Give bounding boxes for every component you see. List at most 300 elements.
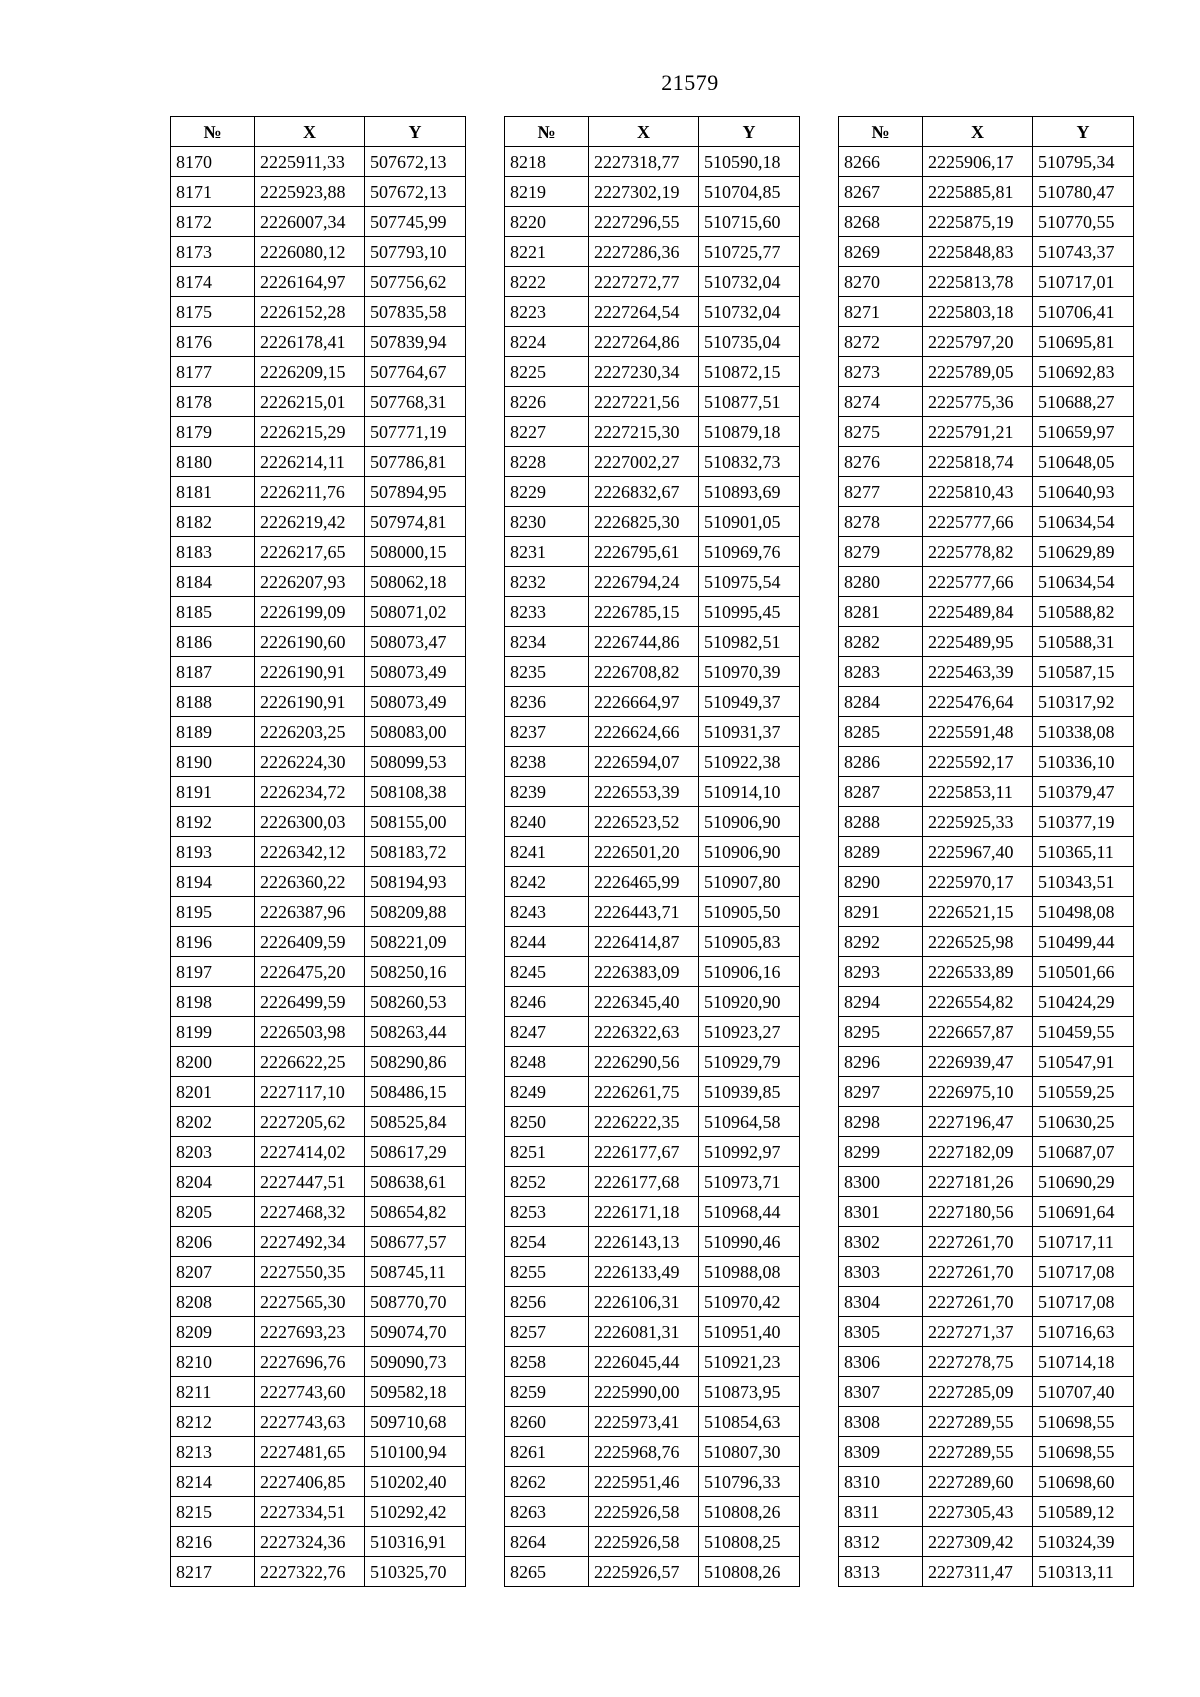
x-coordinate-cell: 2227414,02 (255, 1137, 365, 1167)
table-row (171, 687, 466, 717)
y-coordinate-cell: 508745,11 (365, 1257, 466, 1287)
point-number-cell: 8301 (839, 1197, 923, 1227)
table-row (839, 897, 1134, 927)
table-row (171, 147, 466, 177)
y-coordinate-cell: 510715,60 (699, 207, 800, 237)
x-coordinate-cell: 2226795,61 (589, 537, 699, 567)
point-number-cell: 8254 (505, 1227, 589, 1257)
table-row (839, 147, 1134, 177)
y-coordinate-cell: 510717,01 (1033, 267, 1134, 297)
point-number-cell: 8170 (171, 147, 255, 177)
point-number-cell: 8300 (839, 1167, 923, 1197)
y-coordinate-cell: 507672,13 (365, 147, 466, 177)
point-number-cell: 8297 (839, 1077, 923, 1107)
table-row (839, 1527, 1134, 1557)
point-number-cell: 8228 (505, 447, 589, 477)
header-number: № (505, 117, 589, 147)
y-coordinate-cell: 508073,47 (365, 627, 466, 657)
y-coordinate-cell: 507839,94 (365, 327, 466, 357)
point-number-cell: 8283 (839, 657, 923, 687)
y-coordinate-cell: 508000,15 (365, 537, 466, 567)
point-number-cell: 8289 (839, 837, 923, 867)
y-coordinate-cell: 510877,51 (699, 387, 800, 417)
table-row (505, 1107, 800, 1137)
y-coordinate-cell: 510873,95 (699, 1377, 800, 1407)
table-row (505, 387, 800, 417)
table-row (505, 357, 800, 387)
x-coordinate-cell: 2226080,12 (255, 237, 365, 267)
y-coordinate-cell: 510717,11 (1033, 1227, 1134, 1257)
y-coordinate-cell: 508073,49 (365, 687, 466, 717)
point-number-cell: 8190 (171, 747, 255, 777)
y-coordinate-cell: 508638,61 (365, 1167, 466, 1197)
y-coordinate-cell: 510698,55 (1033, 1437, 1134, 1467)
table-row (505, 807, 800, 837)
table-header-row (171, 117, 466, 147)
coordinates-table-1 (170, 116, 466, 1587)
y-coordinate-cell: 510634,54 (1033, 567, 1134, 597)
table-row (839, 1107, 1134, 1137)
point-number-cell: 8269 (839, 237, 923, 267)
x-coordinate-cell: 2225973,41 (589, 1407, 699, 1437)
table-row (505, 1467, 800, 1497)
x-coordinate-cell: 2226594,07 (589, 747, 699, 777)
page-number: 21579 (661, 70, 719, 95)
point-number-cell: 8174 (171, 267, 255, 297)
y-coordinate-cell: 510316,91 (365, 1527, 466, 1557)
coordinates-table-2 (504, 116, 800, 1587)
x-coordinate-cell: 2226521,15 (923, 897, 1033, 927)
x-coordinate-cell: 2226164,97 (255, 267, 365, 297)
table-row (839, 1317, 1134, 1347)
header-number: № (171, 117, 255, 147)
table-row (505, 987, 800, 1017)
x-coordinate-cell: 2225789,05 (923, 357, 1033, 387)
x-coordinate-cell: 2226744,86 (589, 627, 699, 657)
point-number-cell: 8290 (839, 867, 923, 897)
x-coordinate-cell: 2227309,42 (923, 1527, 1033, 1557)
point-number-cell: 8212 (171, 1407, 255, 1437)
point-number-cell: 8288 (839, 807, 923, 837)
table-row (171, 597, 466, 627)
x-coordinate-cell: 2225875,19 (923, 207, 1033, 237)
table-row (171, 327, 466, 357)
point-number-cell: 8173 (171, 237, 255, 267)
header-x: X (589, 117, 699, 147)
y-coordinate-cell: 510879,18 (699, 417, 800, 447)
table-row (505, 1557, 800, 1587)
y-coordinate-cell: 508486,15 (365, 1077, 466, 1107)
point-number-cell: 8235 (505, 657, 589, 687)
table-row (171, 477, 466, 507)
y-coordinate-cell: 508099,53 (365, 747, 466, 777)
y-coordinate-cell: 510808,25 (699, 1527, 800, 1557)
point-number-cell: 8189 (171, 717, 255, 747)
table-row (505, 1047, 800, 1077)
table-row (839, 1497, 1134, 1527)
table-row (839, 1197, 1134, 1227)
y-coordinate-cell: 510992,97 (699, 1137, 800, 1167)
x-coordinate-cell: 2226199,09 (255, 597, 365, 627)
table-row (839, 1377, 1134, 1407)
x-coordinate-cell: 2226553,39 (589, 777, 699, 807)
y-coordinate-cell: 510559,25 (1033, 1077, 1134, 1107)
point-number-cell: 8175 (171, 297, 255, 327)
table-row (171, 1137, 466, 1167)
x-coordinate-cell: 2227743,60 (255, 1377, 365, 1407)
table-row (505, 477, 800, 507)
y-coordinate-cell: 510725,77 (699, 237, 800, 267)
x-coordinate-cell: 2225591,48 (923, 717, 1033, 747)
x-coordinate-cell: 2226152,28 (255, 297, 365, 327)
x-coordinate-cell: 2226203,25 (255, 717, 365, 747)
point-number-cell: 8270 (839, 267, 923, 297)
point-number-cell: 8176 (171, 327, 255, 357)
y-coordinate-cell: 510317,92 (1033, 687, 1134, 717)
point-number-cell: 8192 (171, 807, 255, 837)
y-coordinate-cell: 508062,18 (365, 567, 466, 597)
x-coordinate-cell: 2225970,17 (923, 867, 1033, 897)
y-coordinate-cell: 510698,60 (1033, 1467, 1134, 1497)
table-row (505, 837, 800, 867)
point-number-cell: 8180 (171, 447, 255, 477)
table-row (171, 897, 466, 927)
y-coordinate-cell: 510336,10 (1033, 747, 1134, 777)
table-row (505, 1347, 800, 1377)
table-row (505, 1167, 800, 1197)
point-number-cell: 8279 (839, 537, 923, 567)
y-coordinate-cell: 510905,50 (699, 897, 800, 927)
y-coordinate-cell: 510906,16 (699, 957, 800, 987)
table-row (839, 297, 1134, 327)
table-row (171, 1287, 466, 1317)
y-coordinate-cell: 510732,04 (699, 297, 800, 327)
x-coordinate-cell: 2225926,58 (589, 1497, 699, 1527)
header-x: X (255, 117, 365, 147)
y-coordinate-cell: 510690,29 (1033, 1167, 1134, 1197)
table-row (505, 297, 800, 327)
point-number-cell: 8285 (839, 717, 923, 747)
y-coordinate-cell: 508654,82 (365, 1197, 466, 1227)
x-coordinate-cell: 2226190,91 (255, 657, 365, 687)
x-coordinate-cell: 2225923,88 (255, 177, 365, 207)
y-coordinate-cell: 510832,73 (699, 447, 800, 477)
point-number-cell: 8236 (505, 687, 589, 717)
point-number-cell: 8206 (171, 1227, 255, 1257)
table-row (505, 537, 800, 567)
table-row (171, 627, 466, 657)
point-number-cell: 8184 (171, 567, 255, 597)
point-number-cell: 8249 (505, 1077, 589, 1107)
x-coordinate-cell: 2226045,44 (589, 1347, 699, 1377)
y-coordinate-cell: 510964,58 (699, 1107, 800, 1137)
x-coordinate-cell: 2226939,47 (923, 1047, 1033, 1077)
table-row (839, 657, 1134, 687)
table-row (505, 177, 800, 207)
point-number-cell: 8255 (505, 1257, 589, 1287)
y-coordinate-cell: 510968,44 (699, 1197, 800, 1227)
table-row (839, 717, 1134, 747)
table-row (171, 777, 466, 807)
table-row (839, 1557, 1134, 1587)
y-coordinate-cell: 509090,73 (365, 1347, 466, 1377)
y-coordinate-cell: 510743,37 (1033, 237, 1134, 267)
y-coordinate-cell: 510923,27 (699, 1017, 800, 1047)
x-coordinate-cell: 2225778,82 (923, 537, 1033, 567)
x-coordinate-cell: 2226133,49 (589, 1257, 699, 1287)
table-row (839, 957, 1134, 987)
y-coordinate-cell: 510969,76 (699, 537, 800, 567)
y-coordinate-cell: 508194,93 (365, 867, 466, 897)
table-row (171, 267, 466, 297)
x-coordinate-cell: 2227286,36 (589, 237, 699, 267)
point-number-cell: 8208 (171, 1287, 255, 1317)
table-row (505, 717, 800, 747)
x-coordinate-cell: 2226234,72 (255, 777, 365, 807)
table-header-row (505, 117, 800, 147)
point-number-cell: 8287 (839, 777, 923, 807)
y-coordinate-cell: 510692,83 (1033, 357, 1134, 387)
point-number-cell: 8273 (839, 357, 923, 387)
table-row (171, 867, 466, 897)
point-number-cell: 8294 (839, 987, 923, 1017)
y-coordinate-cell: 510325,70 (365, 1557, 466, 1587)
y-coordinate-cell: 510588,31 (1033, 627, 1134, 657)
x-coordinate-cell: 2226554,82 (923, 987, 1033, 1017)
point-number-cell: 8186 (171, 627, 255, 657)
x-coordinate-cell: 2227180,56 (923, 1197, 1033, 1227)
table-row (839, 1287, 1134, 1317)
table-row (839, 687, 1134, 717)
y-coordinate-cell: 510907,80 (699, 867, 800, 897)
table-row (171, 837, 466, 867)
y-coordinate-cell: 510707,40 (1033, 1377, 1134, 1407)
x-coordinate-cell: 2227696,76 (255, 1347, 365, 1377)
y-coordinate-cell: 510808,26 (699, 1557, 800, 1587)
y-coordinate-cell: 510704,85 (699, 177, 800, 207)
table-row (171, 207, 466, 237)
x-coordinate-cell: 2227289,55 (923, 1407, 1033, 1437)
point-number-cell: 8266 (839, 147, 923, 177)
x-coordinate-cell: 2227334,51 (255, 1497, 365, 1527)
point-number-cell: 8275 (839, 417, 923, 447)
table-row (171, 177, 466, 207)
point-number-cell: 8305 (839, 1317, 923, 1347)
table-row (505, 687, 800, 717)
y-coordinate-cell: 510640,93 (1033, 477, 1134, 507)
table-row (505, 777, 800, 807)
point-number-cell: 8205 (171, 1197, 255, 1227)
y-coordinate-cell: 510365,11 (1033, 837, 1134, 867)
point-number-cell: 8261 (505, 1437, 589, 1467)
table-row (505, 267, 800, 297)
x-coordinate-cell: 2227215,30 (589, 417, 699, 447)
y-coordinate-cell: 510970,42 (699, 1287, 800, 1317)
x-coordinate-cell: 2226190,60 (255, 627, 365, 657)
x-coordinate-cell: 2227289,55 (923, 1437, 1033, 1467)
y-coordinate-cell: 510706,41 (1033, 297, 1134, 327)
x-coordinate-cell: 2227221,56 (589, 387, 699, 417)
y-coordinate-cell: 510590,18 (699, 147, 800, 177)
table-row (839, 207, 1134, 237)
x-coordinate-cell: 2226499,59 (255, 987, 365, 1017)
y-coordinate-cell: 510587,15 (1033, 657, 1134, 687)
table-row (171, 957, 466, 987)
point-number-cell: 8231 (505, 537, 589, 567)
table-row (505, 1197, 800, 1227)
table-row (839, 447, 1134, 477)
point-number-cell: 8281 (839, 597, 923, 627)
point-number-cell: 8299 (839, 1137, 923, 1167)
y-coordinate-cell: 510949,37 (699, 687, 800, 717)
point-number-cell: 8222 (505, 267, 589, 297)
point-number-cell: 8280 (839, 567, 923, 597)
point-number-cell: 8193 (171, 837, 255, 867)
x-coordinate-cell: 2225967,40 (923, 837, 1033, 867)
x-coordinate-cell: 2225925,33 (923, 807, 1033, 837)
point-number-cell: 8198 (171, 987, 255, 1017)
point-number-cell: 8247 (505, 1017, 589, 1047)
x-coordinate-cell: 2225906,17 (923, 147, 1033, 177)
x-coordinate-cell: 2227182,09 (923, 1137, 1033, 1167)
point-number-cell: 8298 (839, 1107, 923, 1137)
table-row (505, 1227, 800, 1257)
table-row (171, 537, 466, 567)
table-row (839, 567, 1134, 597)
x-coordinate-cell: 2227272,77 (589, 267, 699, 297)
table-row (839, 477, 1134, 507)
y-coordinate-cell: 507894,95 (365, 477, 466, 507)
point-number-cell: 8217 (171, 1557, 255, 1587)
table-row (839, 357, 1134, 387)
y-coordinate-cell: 510100,94 (365, 1437, 466, 1467)
x-coordinate-cell: 2226409,59 (255, 927, 365, 957)
x-coordinate-cell: 2225775,36 (923, 387, 1033, 417)
point-number-cell: 8313 (839, 1557, 923, 1587)
table-row (171, 927, 466, 957)
x-coordinate-cell: 2226290,56 (589, 1047, 699, 1077)
y-coordinate-cell: 510770,55 (1033, 207, 1134, 237)
table-row (171, 1107, 466, 1137)
y-coordinate-cell: 507974,81 (365, 507, 466, 537)
x-coordinate-cell: 2227205,62 (255, 1107, 365, 1137)
y-coordinate-cell: 508525,84 (365, 1107, 466, 1137)
point-number-cell: 8309 (839, 1437, 923, 1467)
table-row (839, 1137, 1134, 1167)
point-number-cell: 8303 (839, 1257, 923, 1287)
x-coordinate-cell: 2226624,66 (589, 717, 699, 747)
y-coordinate-cell: 509710,68 (365, 1407, 466, 1437)
x-coordinate-cell: 2226178,41 (255, 327, 365, 357)
point-number-cell: 8263 (505, 1497, 589, 1527)
y-coordinate-cell: 507786,81 (365, 447, 466, 477)
point-number-cell: 8256 (505, 1287, 589, 1317)
table-row (839, 1077, 1134, 1107)
point-number-cell: 8243 (505, 897, 589, 927)
table-row (171, 987, 466, 1017)
y-coordinate-cell: 510735,04 (699, 327, 800, 357)
point-number-cell: 8277 (839, 477, 923, 507)
table-row (171, 567, 466, 597)
table-row (839, 1347, 1134, 1377)
point-number-cell: 8185 (171, 597, 255, 627)
table-row (505, 867, 800, 897)
y-coordinate-cell: 510324,39 (1033, 1527, 1134, 1557)
y-coordinate-cell: 508250,16 (365, 957, 466, 987)
point-number-cell: 8221 (505, 237, 589, 267)
point-number-cell: 8304 (839, 1287, 923, 1317)
x-coordinate-cell: 2225818,74 (923, 447, 1033, 477)
y-coordinate-cell: 510714,18 (1033, 1347, 1134, 1377)
y-coordinate-cell: 508770,70 (365, 1287, 466, 1317)
table-row (839, 837, 1134, 867)
x-coordinate-cell: 2226222,35 (589, 1107, 699, 1137)
x-coordinate-cell: 2227492,34 (255, 1227, 365, 1257)
table-row (505, 1287, 800, 1317)
point-number-cell: 8219 (505, 177, 589, 207)
y-coordinate-cell: 507835,58 (365, 297, 466, 327)
table-row (505, 1437, 800, 1467)
table-row (505, 1137, 800, 1167)
point-number-cell: 8209 (171, 1317, 255, 1347)
x-coordinate-cell: 2226785,15 (589, 597, 699, 627)
x-coordinate-cell: 2226190,91 (255, 687, 365, 717)
x-coordinate-cell: 2227550,35 (255, 1257, 365, 1287)
x-coordinate-cell: 2227311,47 (923, 1557, 1033, 1587)
table-row (171, 387, 466, 417)
x-coordinate-cell: 2227322,76 (255, 1557, 365, 1587)
y-coordinate-cell: 510893,69 (699, 477, 800, 507)
x-coordinate-cell: 2226214,11 (255, 447, 365, 477)
point-number-cell: 8171 (171, 177, 255, 207)
table-row (171, 1047, 466, 1077)
x-coordinate-cell: 2225810,43 (923, 477, 1033, 507)
point-number-cell: 8210 (171, 1347, 255, 1377)
table-row (505, 567, 800, 597)
y-coordinate-cell: 510629,89 (1033, 537, 1134, 567)
x-coordinate-cell: 2227278,75 (923, 1347, 1033, 1377)
point-number-cell: 8223 (505, 297, 589, 327)
x-coordinate-cell: 2227117,10 (255, 1077, 365, 1107)
point-number-cell: 8182 (171, 507, 255, 537)
point-number-cell: 8226 (505, 387, 589, 417)
point-number-cell: 8183 (171, 537, 255, 567)
point-number-cell: 8241 (505, 837, 589, 867)
y-coordinate-cell: 510906,90 (699, 807, 800, 837)
x-coordinate-cell: 2227743,63 (255, 1407, 365, 1437)
x-coordinate-cell: 2226414,87 (589, 927, 699, 957)
table-row (171, 657, 466, 687)
y-coordinate-cell: 510990,46 (699, 1227, 800, 1257)
point-number-cell: 8232 (505, 567, 589, 597)
table-row (171, 357, 466, 387)
x-coordinate-cell: 2226106,31 (589, 1287, 699, 1317)
table-row (171, 747, 466, 777)
x-coordinate-cell: 2227289,60 (923, 1467, 1033, 1497)
x-coordinate-cell: 2226525,98 (923, 927, 1033, 957)
table-row (505, 237, 800, 267)
y-coordinate-cell: 508260,53 (365, 987, 466, 1017)
table-row (839, 1437, 1134, 1467)
table-row (171, 1167, 466, 1197)
x-coordinate-cell: 2225803,18 (923, 297, 1033, 327)
y-coordinate-cell: 510313,11 (1033, 1557, 1134, 1587)
x-coordinate-cell: 2225797,20 (923, 327, 1033, 357)
table-row (839, 237, 1134, 267)
x-coordinate-cell: 2227447,51 (255, 1167, 365, 1197)
x-coordinate-cell: 2226622,25 (255, 1047, 365, 1077)
y-coordinate-cell: 508617,29 (365, 1137, 466, 1167)
